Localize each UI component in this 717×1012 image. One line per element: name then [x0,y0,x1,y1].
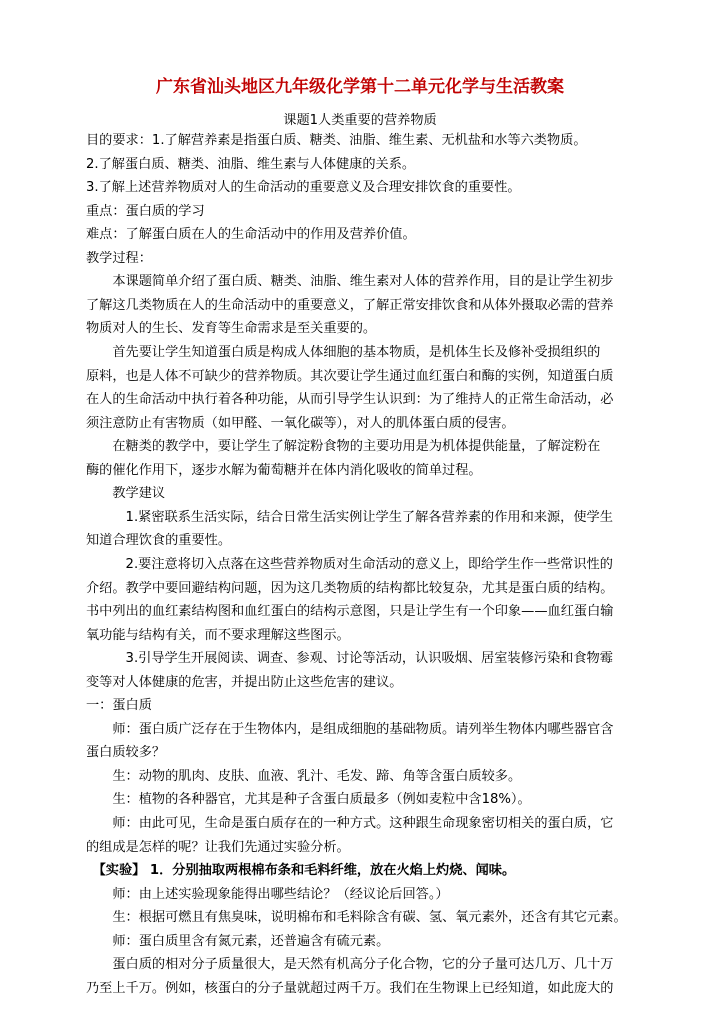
text-line: 重点：蛋白质的学习 [86,203,205,219]
text-line: 1.紧密联系生活实际，结合日常生活实例让学生了解各营养素的作用和来源，使学生 [86,509,613,525]
text-line: 教学建议 [86,486,166,502]
page-title: 广东省汕头地区九年级化学第十二单元化学与生活教案 [156,77,564,97]
text-line: 3.了解上述营养物质对人的生命活动的重要意义及合理安排饮食的重要性。 [86,180,521,196]
text-line: 原料，也是人体不可缺少的营养物质。其次要让学生通过血红蛋白和酶的实例，知道蛋白质 [86,368,614,384]
text-line: 须注意防止有害物质（如甲醛、一氧化碳等），对人的肌体蛋白质的侵害。 [86,415,515,431]
text-line: 难点：了解蛋白质在人的生命活动中的作用及营养价值。 [86,227,416,243]
text-line: 的组成是怎样的呢？让我们先通过实验分析。 [86,839,350,855]
text-line: 变等对人体健康的危害，并提出防止这些危害的建议。 [86,674,403,690]
text-line: 介绍。教学中要回避结构问题，因为这几类物质的结构都比较复杂，尤其是蛋白质的结构。 [86,580,614,596]
text-line: 教学过程： [86,250,152,266]
text-line: 知道合理饮食的重要性。 [86,533,232,549]
text-line: 乃至上千万。例如，核蛋白的分子量就超过两千万。我们在生物课上已经知道，如此庞大的 [86,980,614,996]
text-line: 师：由上述实验现象能得出哪些结论？（经议论后回答。） [86,886,449,902]
text-line: 师：蛋白质广泛存在于生物体内，是组成细胞的基础物质。请列举生物体内哪些器官含 [86,721,614,737]
text-line: 师：蛋白质里含有氮元素，还普遍含有硫元素。 [86,933,390,949]
text-line: 在糖类的教学中，要让学生了解淀粉食物的主要功用是为机体提供能量，了解淀粉在 [86,439,601,455]
text-line: 蛋白质的相对分子质量很大，是天然有机高分子化合物，它的分子量可达几万、几十万 [86,957,614,973]
text-line: 2.了解蛋白质、糖类、油脂、维生素与人体健康的关系。 [86,156,416,172]
text-line: 本课题简单介绍了蛋白质、糖类、油脂、维生素对人体的营养作用，目的是让学生初步 [86,274,614,290]
text-line: 了解这几类物质在人的生命活动中的重要意义，了解正常安排饮食和从体外摄取必需的营养 [86,297,614,313]
text-line: 在人的生命活动中执行着各种功能，从而引导学生认识到：为了维持人的正常生命活动，必 [86,392,614,408]
text-line: 酶的催化作用下，逐步水解为葡萄糖并在体内消化吸收的简单过程。 [86,462,482,478]
text-line: 物质对人的生长、发育等生命需求是至关重要的。 [86,321,377,337]
text-line: 生：根据可燃且有焦臭味，说明棉布和毛料除含有碳、氢、氧元素外，还含有其它元素。 [86,910,627,926]
text-line: 3.引导学生开展阅读、调查、参观、讨论等活动，认识吸烟、居室装修污染和食物霉 [86,651,613,667]
text-line: 师：由此可见，生命是蛋白质存在的一种方式。这种跟生命现象密切相关的蛋白质，它 [86,816,614,831]
text-line: 氧功能与结构有关，而不要求理解这些图示。 [86,627,350,643]
text-line: 蛋白质较多？ [86,745,166,761]
text-line: 2.要注意将切入点落在这些营养物质对生命活动的意义上，即给学生作一些常识性的 [86,556,613,572]
text-line: 目的要求：1.了解营养素是指蛋白质、糖类、油脂、维生素、无机盐和水等六类物质。 [86,133,587,148]
text-line: 首先要让学生知道蛋白质是构成人体细胞的基本物质，是机体生长及修补受损组织的 [86,345,601,360]
text-line: 生：植物的各种器官，尤其是种子含蛋白质最多（例如麦粒中含18%）。 [86,792,531,808]
lesson-subtitle: 课题1人类重要的营养物质 [283,113,437,128]
text-line: 书中列出的血红素结构图和血红蛋白的结构示意图，只是让学生有一个印象——血红蛋白输 [86,604,614,619]
text-line: 生：动物的肌肉、皮肤、血液、乳汁、毛发、蹄、角等含蛋白质较多。 [86,768,522,784]
text-line: 【实验】 1．分别抽取两根棉布条和毛料纤维，放在火焰上灼烧、闻味。 [86,863,516,879]
text-line: 一：蛋白质 [86,698,152,714]
